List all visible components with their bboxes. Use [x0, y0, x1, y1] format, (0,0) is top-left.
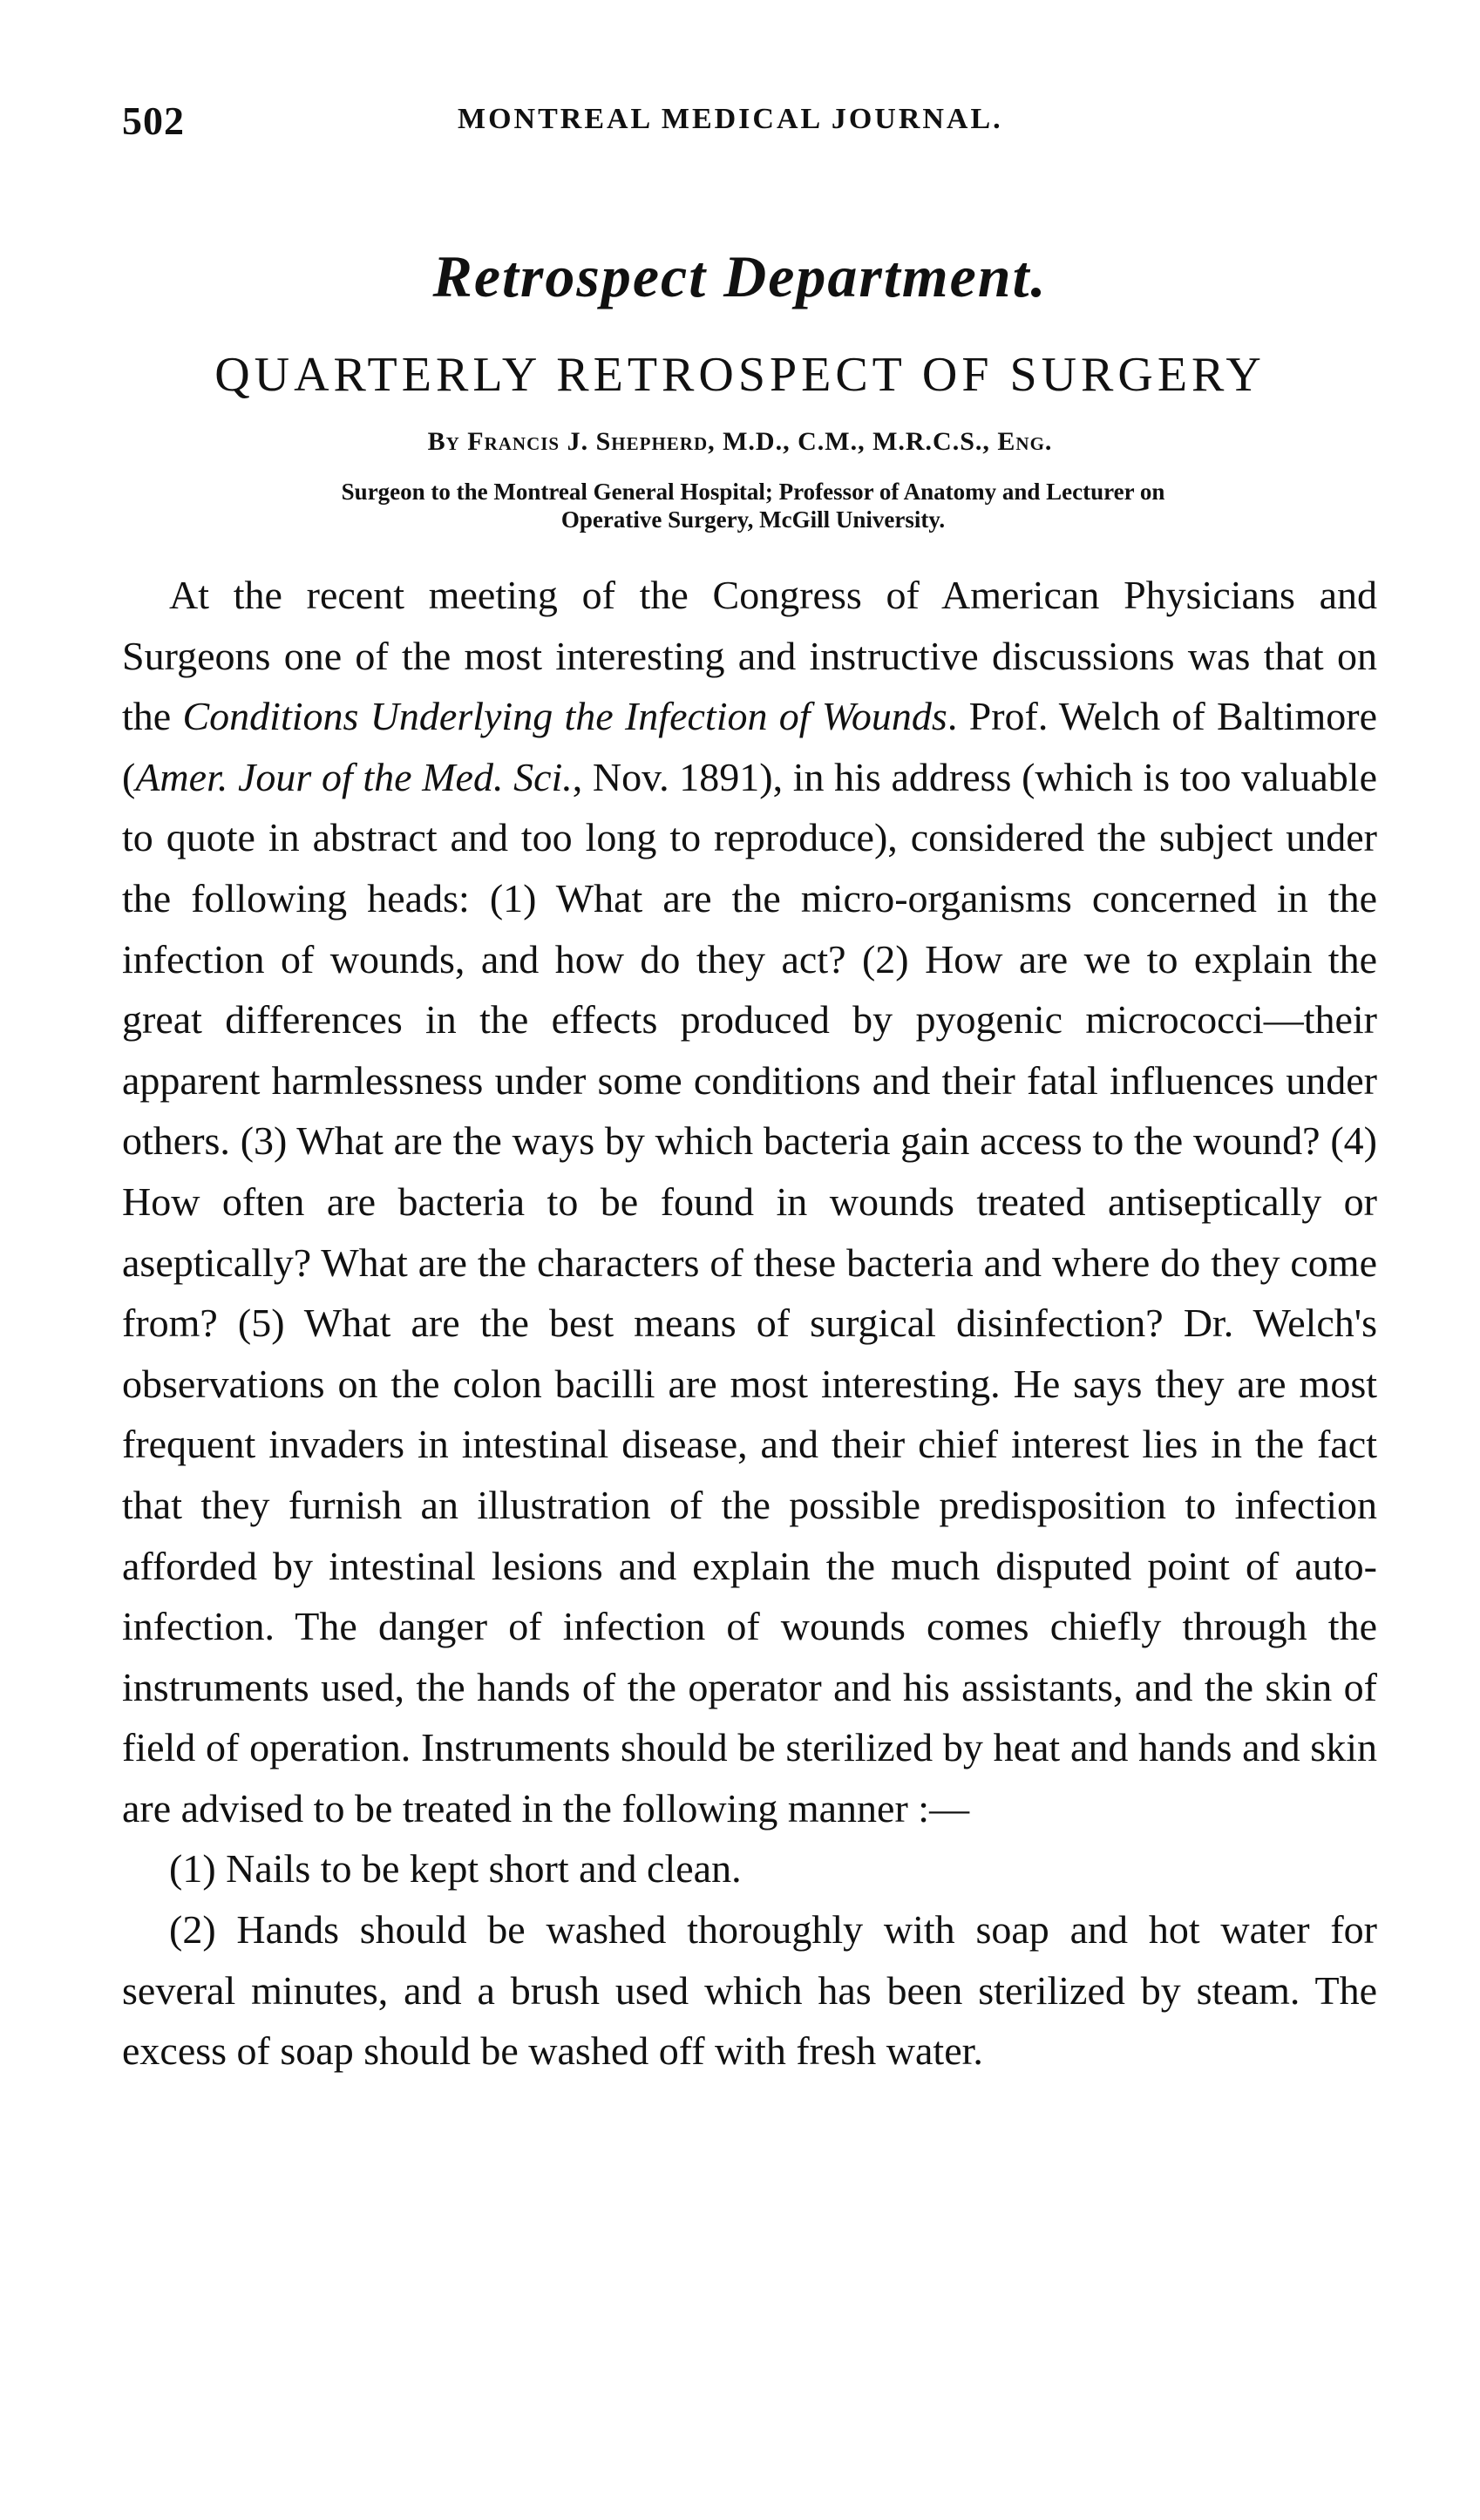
p1-text-b: . Prof. Welch of Baltimore (: [122, 694, 1377, 799]
body-paragraph-1: [122, 565, 1377, 1838]
page-number: 502: [122, 98, 185, 143]
p1-text-a: At the recent meeting of the Congress of American Physicians and Surgeons one of the most interesting and instructive discussions was that on the: [122, 573, 1377, 739]
author-affiliation: [122, 478, 1384, 533]
article-body: [122, 565, 1377, 2082]
affiliation-line-1: Surgeon to the Montreal General Hospital; Professor of Anatomy and Lecturer on: [341, 479, 1165, 505]
journal-title: MONTREAL MEDICAL JOURNAL.: [458, 103, 1003, 135]
running-head: [122, 98, 1377, 150]
p1-italic-reference: Amer. Jour of the Med. Sci.: [135, 754, 573, 799]
author-byline: By Francis J. Shepherd, M.D., C.M., M.R.C.S., Eng.: [427, 427, 1053, 456]
body-paragraph-3: (2) Hands should be washed thoroughly with soap and hot water for several minutes, and a brush used which has been sterilized by steam. The excess of soap should be washed off with fresh water.: [122, 1907, 1377, 2074]
p1-italic-title: Conditions Underlying the Infection of Wounds: [182, 694, 947, 739]
p1-text-c: , Nov. 1891), in his address (which is too valuable to quote in abstract and too long to reproduce), considered the subject under the following heads: (1) What are the micro-organisms concerned in the infection of wounds, and how do they act? (2) How are we to explain the great differences in the effects produced by pyogenic micrococci—their apparent harmlessness under some conditions and their fatal influences under others. (3) What are the ways by which bacteria gain access to the wound? (4) How often are bacteria to be found in wounds treated antiseptically or aseptically? What are the characters of these bacteria and where do they come from? (5) What are the best means of surgical disinfection? Dr. Welch's observations on the colon bacilli are most interesting. He says they are most frequent invaders in intestinal disease, and their chief interest lies in the fact that they furnish an illustration of the possible predisposition to infection afforded by intestinal lesions and explain the much disputed point of auto-infection. The danger of infection of wounds comes chiefly through the instruments used, the hands of the operator and his assistants, and the skin of field of operation. Instruments should be sterilized by heat and hands and skin are advised to be treated in the following manner :—: [122, 754, 1377, 1831]
department-heading: Retrospect Department.: [432, 243, 1048, 309]
body-paragraph-2: (1) Nails to be kept short and clean.: [169, 1846, 742, 1892]
affiliation-line-2: Operative Surgery, McGill University.: [560, 506, 946, 533]
article-title: QUARTERLY RETROSPECT OF SURGERY: [214, 348, 1266, 402]
